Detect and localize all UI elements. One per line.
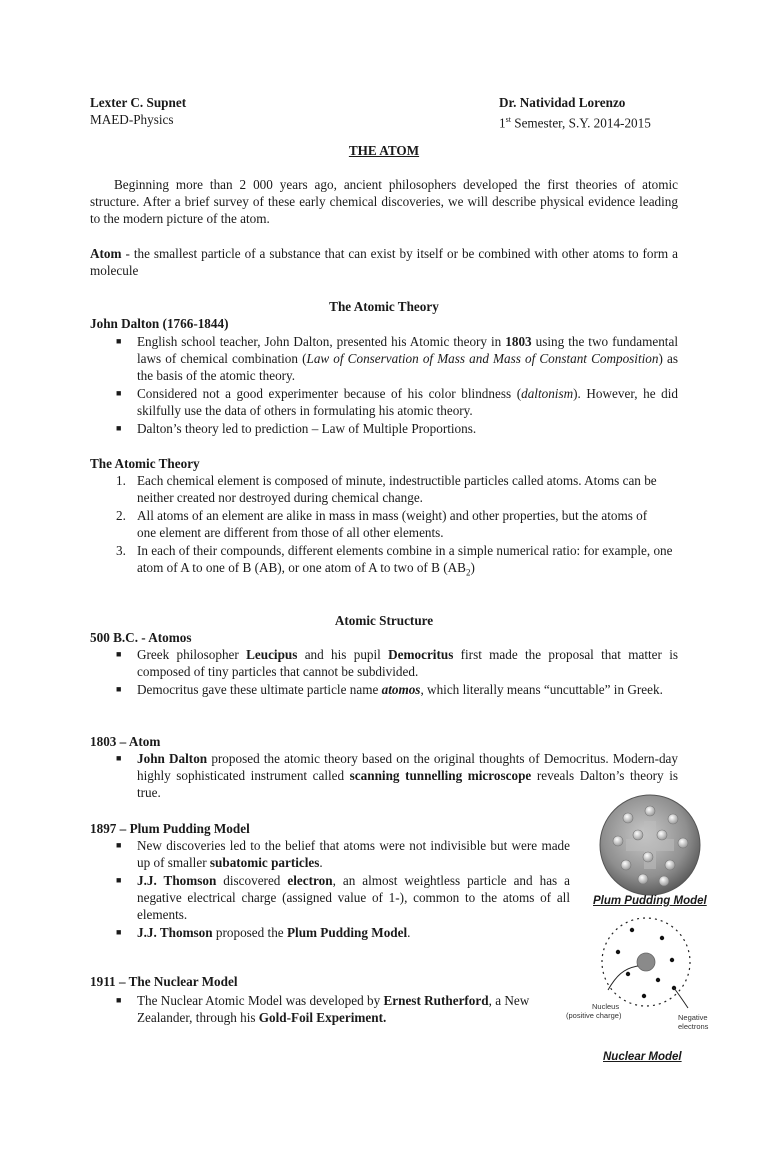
atomic-theory-heading: The Atomic Theory (329, 299, 439, 314)
plum-b2-name: J.J. Thomson (137, 873, 217, 888)
atomos-b1-b: and his pupil (297, 647, 389, 662)
bullet-icon: ■ (116, 649, 122, 659)
instructor-name: Dr. Natividad Lorenzo (499, 95, 626, 110)
nucleus-pointer (608, 966, 638, 990)
dalton-b1-text-a: English school teacher, John Dalton, presented his Atomic theory in (137, 334, 506, 349)
page-title: THE ATOM (348, 143, 420, 158)
atomos-b2-a: Democritus gave these ultimate particle name (137, 682, 382, 697)
atomos-b2-term: atomos (381, 682, 421, 697)
plum-b3-term: Plum Pudding Model (286, 925, 408, 940)
atom1803-instrument: scanning tunnelling microscope (349, 768, 532, 783)
dalton-bullet-1 (137, 333, 678, 384)
label-nucleus: Nucleus (592, 1002, 620, 1011)
label-negative: Negative (678, 1013, 708, 1022)
plum-heading: 1897 – Plum Pudding Model (90, 821, 250, 836)
nuclear-heading: 1911 – The Nuclear Model (90, 974, 238, 989)
semester-ordinal: 1 (499, 115, 506, 131)
point-number-2: 2. (116, 508, 126, 523)
atomos-heading: 500 B.C. - Atomos (90, 630, 192, 645)
plum-b2-a: discovered (216, 873, 288, 888)
author-name: Lexter C. Supnet (90, 95, 187, 110)
plum-b1-a: New discoveries led to the belief that atoms were not indivisible but were made up of smaller (137, 838, 570, 870)
bullet-icon: ■ (116, 875, 122, 885)
dalton-bullet-2 (137, 385, 678, 419)
dalton-b2-text-b: ). However, he did skilfully use the data of others in formulating his atomic theory. (137, 386, 679, 418)
bullet-icon: ■ (116, 423, 122, 433)
theory-point-3-sub: 2 (465, 567, 471, 578)
bullet-icon: ■ (116, 684, 122, 694)
plum-pudding-diagram (598, 793, 702, 897)
plum-b3-b: . (407, 925, 411, 940)
dalton-b2-text-a: Considered not a good experimenter because of his color blindness ( (137, 386, 522, 401)
atom-1803-bullet-1 (137, 750, 678, 801)
bullet-icon: ■ (116, 840, 122, 850)
dalton-b1-text-c: ) as the basis of the atomic theory. (137, 351, 678, 383)
theory-point-3 (137, 542, 677, 582)
bullet-icon: ■ (116, 753, 122, 763)
nuclear-b1-b: , a New Zealander, through his (137, 993, 530, 1025)
atom1803-name: John Dalton (137, 751, 208, 766)
nuclear-bullet-1 (137, 992, 555, 1026)
nuclear-model-caption: Nuclear Model (603, 1051, 682, 1063)
atom-term: Atom (90, 246, 122, 261)
label-positive-charge: (positive charge) (566, 1011, 622, 1020)
theory-point-3-text: In each of their compounds, different elements combine in a simple numerical ratio: for example, one atom of A to one of B (AB), or one atom of A to two of B (AB (137, 543, 673, 575)
bullet-icon: ■ (116, 336, 122, 346)
atom1803-a: proposed the atomic theory based on the original thoughts of Democritus. Modern-day highly sophisticated instrument called (137, 751, 678, 783)
atom-definition (90, 245, 678, 279)
dalton-bullet-3: Dalton’s theory led to prediction – Law of Multiple Proportions. (137, 421, 477, 436)
intro-paragraph: Beginning more than 2 000 years ago, ancient philosophers developed the first theories of atomic structure. After a brief survey of these early chemical discoveries, we will describe physical evidence leading to the modern picture of the atom. (90, 177, 678, 226)
bullet-icon: ■ (116, 927, 122, 937)
atom1803-b: reveals Dalton’s theory is true. (137, 768, 678, 800)
bullet-icon: ■ (116, 995, 122, 1005)
semester-sup: st (505, 115, 511, 124)
atomos-b1-name1: Leucipus (246, 647, 298, 662)
nuclear-b1-name: Ernest Rutherford (383, 993, 489, 1008)
atomic-structure-heading: Atomic Structure (334, 613, 434, 628)
point-number-3: 3. (116, 543, 126, 558)
atomos-bullet-1 (137, 646, 678, 680)
nuclear-b1-a: The Nuclear Atomic Model was developed by (137, 993, 384, 1008)
nuclear-b1-term: Gold-Foil Experiment. (258, 1010, 387, 1025)
atom-definition-text: - the smallest particle of a substance that can exist by itself or be combined with other atoms to form a molecule (90, 246, 678, 278)
plum-b1-term: subatomic particles (209, 855, 320, 870)
semester-rest: Semester, S.Y. 2014-2015 (510, 115, 651, 131)
author-program: MAED-Physics (90, 112, 174, 127)
plum-b2-b: , an almost weightless particle and has a negative electrical charge (assigned value of 1-), common to the atoms of all elements. (137, 873, 571, 922)
plum-bullet-3 (137, 924, 410, 941)
atom-1803-heading: 1803 – Atom (90, 734, 161, 749)
atomos-b1-name2: Democritus (388, 647, 454, 662)
plum-b3-a: proposed the (212, 925, 287, 940)
point-number-1: 1. (116, 473, 126, 488)
electron-pointer (674, 988, 688, 1008)
plum-pudding-caption: Plum Pudding Model (593, 895, 707, 907)
theory-heading: The Atomic Theory (90, 456, 200, 471)
atomos-bullet-2 (137, 681, 678, 698)
semester-line (499, 111, 651, 131)
dalton-b1-laws: Law of Conservation of Mass and Mass of Constant Composition (306, 351, 659, 366)
plum-b3-name: J.J. Thomson (137, 925, 213, 940)
plum-b1-b: . (319, 855, 323, 870)
theory-point-3-end: ) (470, 560, 475, 575)
plum-bullet-1 (137, 837, 570, 871)
dalton-heading: John Dalton (1766-1844) (90, 316, 229, 331)
dalton-b1-text-b: using the two fundamental laws of chemical combination ( (137, 334, 678, 366)
theory-point-1: Each chemical element is composed of minute, indestructible particles called atoms. Atoms can be neither created nor destroyed during chemical change. (137, 473, 657, 505)
nuclear-model-diagram (562, 916, 732, 1036)
dalton-b2-term: daltonism (521, 386, 574, 401)
plum-bullet-2 (137, 872, 570, 923)
plum-b2-term: electron (287, 873, 333, 888)
dalton-b1-year: 1803 (505, 334, 532, 349)
atomos-b1-c: first made the proposal that matter is composed of tiny particles that cannot be subdivided. (137, 647, 678, 679)
theory-point-2: All atoms of an element are alike in mass in mass (weight) and other properties, but the atoms of one element are different from those of all other elements. (137, 508, 648, 540)
nucleus (637, 953, 655, 971)
atomos-b2-b: , which literally means “uncuttable” in Greek. (420, 682, 663, 697)
atomos-b1-a: Greek philosopher (137, 647, 247, 662)
bullet-icon: ■ (116, 388, 122, 398)
label-electrons: electrons (678, 1022, 709, 1031)
